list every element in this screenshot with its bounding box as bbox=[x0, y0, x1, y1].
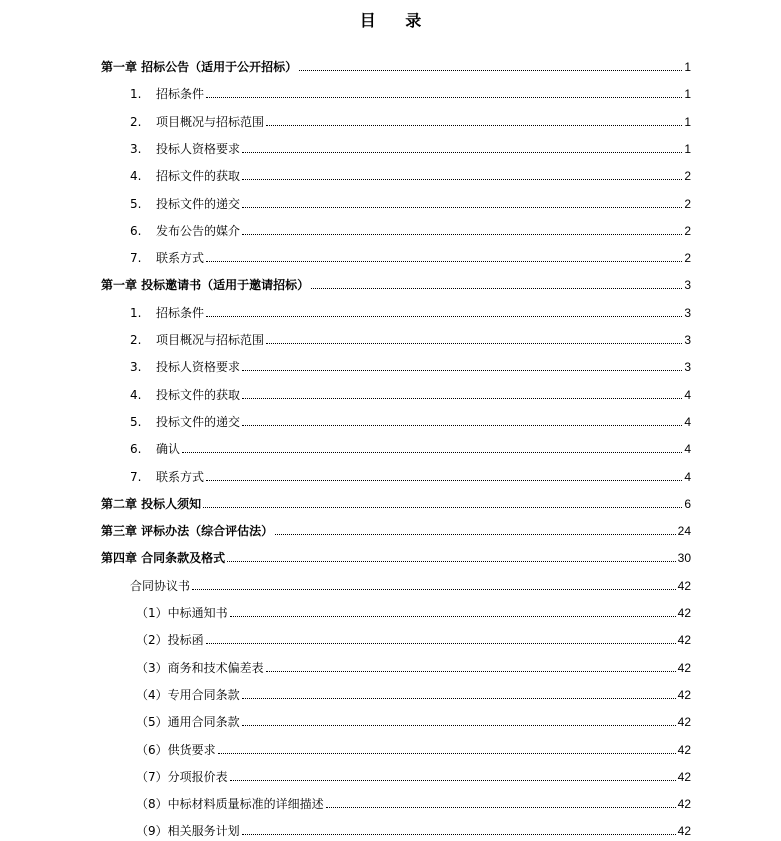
toc-entry-label: 投标人资格要求 bbox=[156, 141, 241, 156]
toc-entry[interactable] bbox=[136, 764, 691, 784]
toc-entry-label: （7）分项报价表 bbox=[136, 769, 228, 784]
toc-page-number: 2 bbox=[684, 251, 691, 266]
toc-entry-label: （1）中标通知书 bbox=[136, 606, 228, 620]
toc-entry-number: 6. bbox=[130, 223, 142, 238]
toc-leader-dots bbox=[266, 671, 676, 672]
toc-leader-dots bbox=[242, 207, 682, 208]
toc-page-number: 1 bbox=[684, 87, 691, 102]
toc-entry-number: 5. bbox=[130, 196, 142, 211]
toc-page-number: 1 bbox=[684, 60, 691, 74]
toc-leader-dots bbox=[206, 316, 682, 317]
toc-leader-dots bbox=[242, 398, 682, 399]
toc-entry[interactable] bbox=[136, 600, 691, 620]
toc-page-number: 1 bbox=[684, 114, 691, 129]
toc-entry-label: （6）供货要求 bbox=[136, 742, 216, 757]
toc-leader-dots bbox=[230, 616, 676, 617]
toc-entry-number: 1. bbox=[130, 87, 142, 102]
toc-leader-dots bbox=[242, 179, 682, 180]
toc-leader-dots bbox=[206, 643, 676, 644]
toc-page-number: 4 bbox=[684, 387, 691, 402]
toc-leader-dots bbox=[242, 234, 682, 235]
toc-entry-number: 2. bbox=[130, 333, 142, 347]
toc-page-number: 42 bbox=[677, 769, 691, 784]
toc-entry-label: 项目概况与招标范围 bbox=[156, 333, 265, 347]
toc-leader-dots bbox=[192, 589, 676, 590]
toc-leader-dots bbox=[242, 834, 676, 835]
toc-entry-number: 7. bbox=[130, 251, 142, 266]
toc-page-number: 42 bbox=[677, 660, 691, 675]
toc-entry-label: 发布公告的媒介 bbox=[156, 223, 241, 238]
toc-page-number: 6 bbox=[684, 496, 691, 511]
toc-chapter-entry[interactable] bbox=[101, 54, 691, 74]
toc-entry-label: 招标条件 bbox=[156, 87, 205, 102]
toc-entry-number: 6. bbox=[130, 442, 142, 457]
toc-leader-dots bbox=[206, 261, 682, 262]
toc-page-number: 24 bbox=[677, 524, 691, 539]
toc-entry-label: 确认 bbox=[156, 442, 181, 457]
toc-entry-label: 投标文件的递交 bbox=[156, 196, 241, 211]
toc-entry-label: 招标文件的获取 bbox=[156, 169, 241, 184]
toc-entry-label: （4）专用合同条款 bbox=[136, 687, 240, 702]
toc-entry[interactable] bbox=[130, 300, 691, 320]
toc-entry-number: 3. bbox=[130, 141, 142, 156]
toc-leader-dots bbox=[206, 97, 682, 98]
toc-entry[interactable] bbox=[130, 409, 691, 429]
toc-leader-dots bbox=[266, 125, 682, 126]
toc-page-number: 1 bbox=[684, 141, 691, 156]
toc-page-number: 42 bbox=[677, 824, 691, 839]
toc-leader-dots bbox=[311, 288, 682, 289]
toc-page-number: 3 bbox=[684, 333, 691, 347]
toc-entry[interactable] bbox=[130, 109, 691, 129]
toc-entry[interactable] bbox=[136, 709, 691, 729]
toc-page-number: 2 bbox=[684, 196, 691, 211]
toc-entry[interactable] bbox=[136, 682, 691, 702]
toc-entry-label: 联系方式 bbox=[156, 469, 205, 484]
toc-page-number: 42 bbox=[677, 742, 691, 757]
toc-entry-label: 投标人资格要求 bbox=[156, 360, 241, 375]
toc-chapter-entry[interactable] bbox=[101, 545, 691, 565]
toc-entry-label: 第三章 评标办法（综合评估法） bbox=[101, 524, 274, 539]
toc-entry[interactable] bbox=[130, 245, 691, 265]
toc-leader-dots bbox=[242, 725, 676, 726]
toc-entry[interactable] bbox=[136, 627, 691, 647]
toc-entry-label: 投标文件的获取 bbox=[156, 387, 241, 402]
toc-page-number: 4 bbox=[684, 469, 691, 484]
toc-entry[interactable] bbox=[136, 737, 691, 757]
toc-leader-dots bbox=[242, 370, 682, 371]
toc-chapter-entry[interactable] bbox=[101, 272, 691, 292]
toc-page-number: 4 bbox=[684, 442, 691, 457]
toc-entry-label: 合同协议书 bbox=[130, 578, 191, 593]
toc-entry-label: （8）中标材料质量标准的详细描述 bbox=[136, 797, 324, 812]
toc-entry-label: 第一章 招标公告（适用于公开招标） bbox=[101, 60, 298, 74]
toc-leader-dots bbox=[242, 152, 682, 153]
toc-entry-label: 第一章 投标邀请书（适用于邀请招标） bbox=[101, 278, 310, 293]
toc-leader-dots bbox=[230, 780, 676, 781]
toc-page-number: 2 bbox=[684, 169, 691, 184]
toc-entry-label: 第二章 投标人须知 bbox=[101, 496, 202, 511]
toc-leader-dots bbox=[299, 70, 682, 71]
toc-page-number: 42 bbox=[677, 606, 691, 620]
toc-entry[interactable] bbox=[130, 81, 691, 101]
toc-entry[interactable] bbox=[130, 573, 691, 593]
toc-page-number: 42 bbox=[677, 633, 691, 648]
toc-page-number: 30 bbox=[677, 551, 691, 566]
toc-entry[interactable] bbox=[136, 655, 691, 675]
toc-entry-number: 2. bbox=[130, 114, 142, 129]
toc-entry-label: （9）相关服务计划 bbox=[136, 824, 240, 839]
page-title: 目 录 bbox=[359, 11, 434, 30]
toc-entry[interactable] bbox=[130, 382, 691, 402]
toc-leader-dots bbox=[203, 507, 682, 508]
toc-entry-label: 联系方式 bbox=[156, 251, 205, 266]
toc-page-number: 3 bbox=[684, 360, 691, 375]
toc-leader-dots bbox=[218, 753, 676, 754]
toc-entry[interactable] bbox=[130, 464, 691, 484]
toc-page-number: 4 bbox=[684, 414, 691, 429]
toc-leader-dots bbox=[242, 425, 682, 426]
toc-entry[interactable] bbox=[136, 791, 691, 811]
toc-entry[interactable] bbox=[130, 327, 691, 347]
toc-chapter-entry[interactable] bbox=[101, 518, 691, 538]
toc-page-number: 42 bbox=[677, 578, 691, 593]
toc-entry-label: 投标文件的递交 bbox=[156, 414, 241, 429]
toc-entry-label: （3）商务和技术偏差表 bbox=[136, 660, 264, 675]
toc-entry-label: （2）投标函 bbox=[136, 633, 204, 648]
toc-page-number: 3 bbox=[684, 278, 691, 293]
toc-entry-label: （5）通用合同条款 bbox=[136, 715, 240, 730]
toc-entry[interactable] bbox=[130, 218, 691, 238]
toc-entry-label: 第四章 合同条款及格式 bbox=[101, 551, 226, 566]
toc-leader-dots bbox=[182, 452, 682, 453]
toc-entry-number: 7. bbox=[130, 469, 142, 484]
toc-leader-dots bbox=[275, 534, 675, 535]
toc-entry-number: 4. bbox=[130, 169, 142, 184]
toc-page-number: 42 bbox=[677, 715, 691, 730]
toc-entry-label: 招标条件 bbox=[156, 305, 205, 320]
toc-leader-dots bbox=[326, 807, 676, 808]
toc-entry-label: 项目概况与招标范围 bbox=[156, 114, 265, 129]
toc-entry[interactable] bbox=[130, 436, 691, 456]
toc-leader-dots bbox=[242, 698, 676, 699]
toc-entry[interactable] bbox=[136, 818, 691, 838]
toc-entry[interactable] bbox=[130, 136, 691, 156]
toc-entry-number: 1. bbox=[130, 305, 142, 320]
toc-entry[interactable] bbox=[130, 163, 691, 183]
toc-entry-number: 4. bbox=[130, 387, 142, 402]
toc-leader-dots bbox=[266, 343, 682, 344]
toc-leader-dots bbox=[227, 561, 675, 562]
toc-entry[interactable] bbox=[130, 191, 691, 211]
toc-entry-number: 5. bbox=[130, 414, 142, 429]
toc-leader-dots bbox=[206, 480, 682, 481]
toc-page-number: 2 bbox=[684, 223, 691, 238]
toc-entry-number: 3. bbox=[130, 360, 142, 375]
toc-page-number: 42 bbox=[677, 797, 691, 812]
toc-chapter-entry[interactable] bbox=[101, 491, 691, 511]
toc-entry[interactable] bbox=[130, 354, 691, 374]
toc-page-number: 3 bbox=[684, 305, 691, 320]
toc-page-number: 42 bbox=[677, 687, 691, 702]
